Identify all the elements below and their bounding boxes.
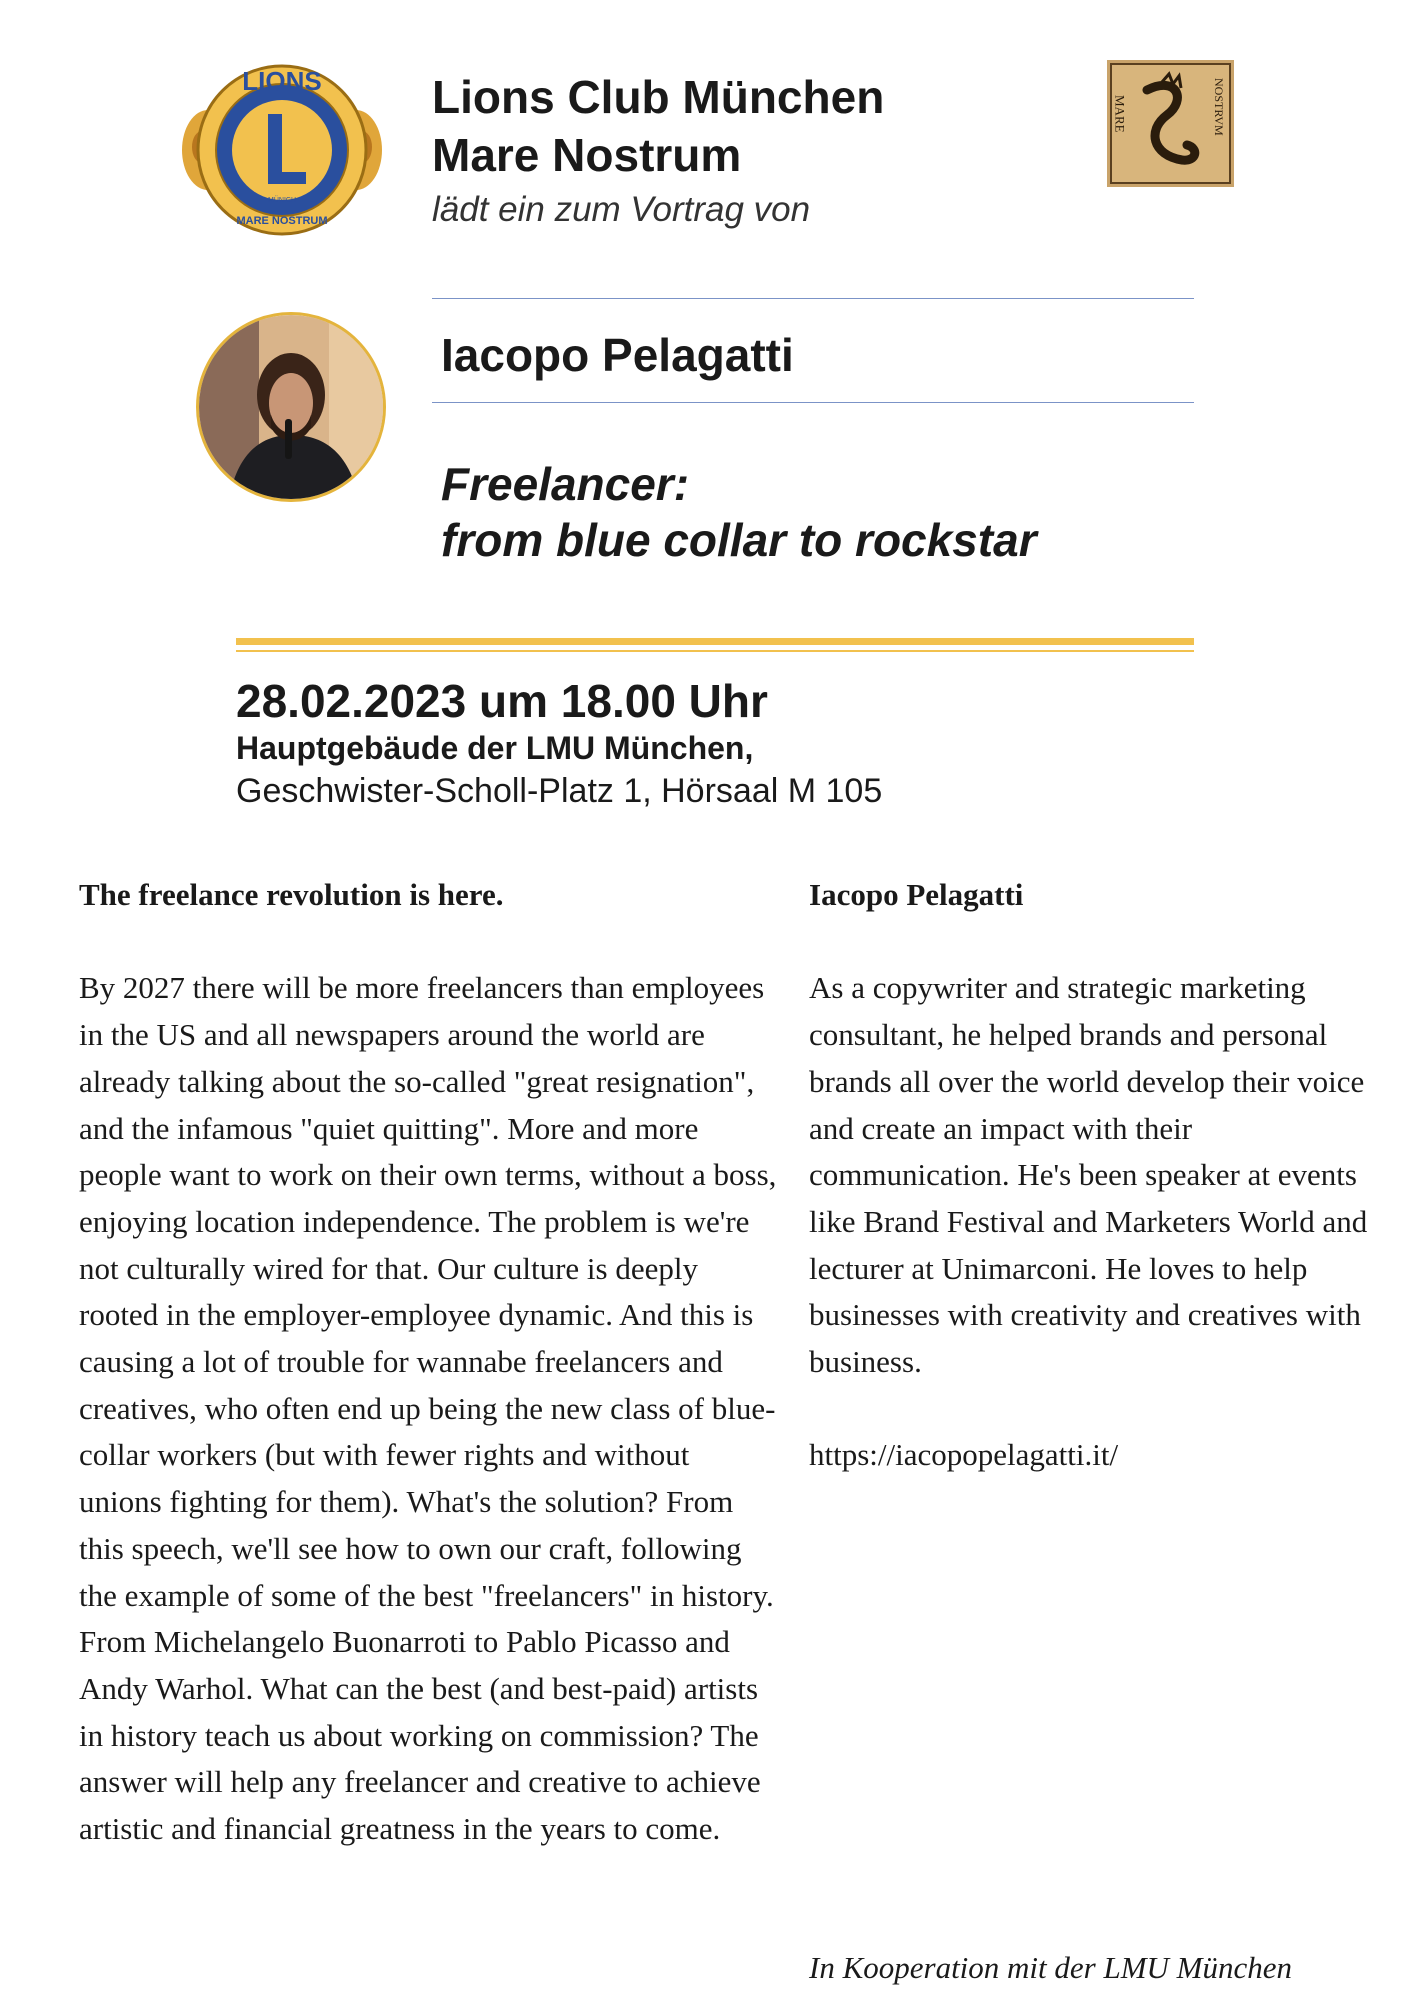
svg-text:LIONS: LIONS — [242, 66, 322, 96]
divider-middle — [432, 402, 1194, 403]
talk-title-line1: Freelancer: — [441, 458, 690, 510]
invitation-line: lädt ein zum Vortrag von — [432, 190, 811, 229]
divider-top — [432, 298, 1194, 299]
talk-title-line2: from blue collar to rockstar — [441, 514, 1037, 566]
gold-divider-thick — [236, 638, 1194, 645]
event-date-time: 28.02.2023 um 18.00 Uhr — [236, 675, 768, 727]
talk-description-column — [79, 872, 779, 1853]
gold-divider-thin — [236, 650, 1194, 652]
organization-name — [432, 68, 884, 184]
cooperation-note: In Kooperation mit der LMU München — [809, 1950, 1293, 1985]
org-name-line1: Lions Club München — [432, 71, 885, 123]
svg-text:NOSTRVM: NOSTRVM — [1212, 78, 1226, 136]
venue-name: Hauptgebäude der LMU München, — [236, 730, 754, 766]
speaker-photo — [196, 312, 386, 502]
svg-text:MÜNICH: MÜNICH — [268, 197, 296, 204]
speaker-bio-body: As a copywriter and strategic marketing consultant, he helped brands and personal brands all over the world develop their voice and create an impact with their communication. He's been speaker at events like Brand Festival and Marketers World and lecturer at Unimarconi. He loves to help businesses with creativity and creatives with business. — [809, 970, 1368, 1380]
mare-nostrum-mosaic — [1107, 60, 1234, 187]
venue-address: Geschwister-Scholl-Platz 1, Hörsaal M 105 — [236, 772, 883, 810]
talk-description-body: By 2027 there will be more freelancers than employees in the US and all newspapers around the world are already talking about the so-called "great resignation", and the infamous "quiet quitting". More and more people want to work on their own terms, without a boss, enjoying location independence. The problem is we're not culturally wired for that. Our culture is deeply rooted in the employer-employee dynamic. And this is causing a lot of trouble for wannabe freelancers and creatives, who often end up being the new class of blue-collar workers (but with fewer rights and without unions fighting for them). What's the solution? From this speech, we'll see how to own our craft, following the example of some of the best "freelancers" in history. From Michelangelo Buonarroti to Pablo Picasso and Andy Warhol. What can the best (and best-paid) artists in history teach us about working on commission? The answer will help any freelancer and creative to achieve artistic and financial greatness in the years to come. — [79, 970, 777, 1847]
speaker-name: Iacopo Pelagatti — [441, 329, 794, 381]
talk-description-heading: The freelance revolution is here. — [79, 877, 504, 912]
speaker-bio-column — [809, 872, 1369, 1479]
speaker-website-link[interactable]: https://iacopopelagatti.it/ — [809, 1437, 1119, 1473]
org-name-line2: Mare Nostrum — [432, 129, 742, 181]
lions-club-logo — [182, 52, 382, 242]
talk-title — [441, 456, 1037, 568]
svg-text:MARE NOSTRUM: MARE NOSTRUM — [236, 215, 328, 227]
svg-text:MARE: MARE — [1112, 95, 1128, 133]
speaker-bio-heading: Iacopo Pelagatti — [809, 877, 1024, 912]
